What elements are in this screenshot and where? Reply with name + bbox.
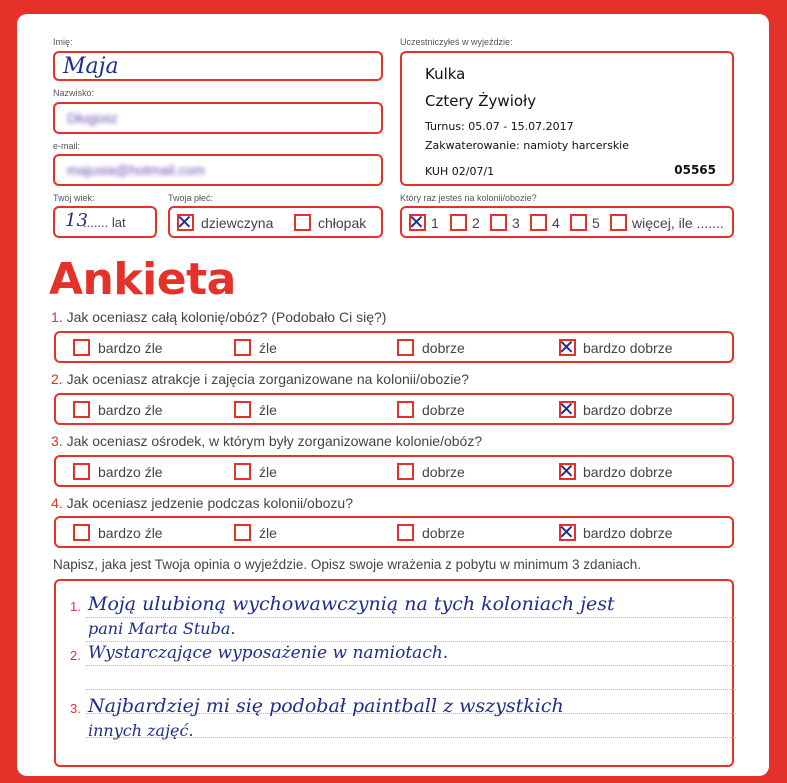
age-unit: ....... lat (83, 215, 126, 230)
opinion-line: Wystarczające wyposażenie w namiotach. (88, 643, 449, 663)
times-3-label: 3 (512, 215, 520, 231)
times-1-checkbox[interactable] (408, 210, 426, 234)
q2-option-very-bad[interactable] (73, 401, 90, 418)
option-label: bardzo dobrze (583, 464, 673, 480)
q3-option-good[interactable] (397, 463, 414, 480)
trip-number: 05565 (674, 163, 716, 177)
check-mark-icon: ✕ (176, 210, 193, 234)
times-5-checkbox[interactable] (570, 214, 587, 231)
housing-label: Zakwaterowanie: (425, 139, 520, 152)
times-1-label: 1 (431, 215, 439, 231)
q2-option-very-good[interactable] (558, 397, 576, 421)
q1-option-good[interactable] (397, 339, 414, 356)
q4-option-very-bad[interactable] (73, 524, 90, 541)
question-number: 2. (51, 371, 63, 387)
question-text: Jak oceniasz jedzenie podczas kolonii/obozu? (66, 495, 353, 511)
name-value: Maja (63, 54, 119, 79)
q3-option-very-bad[interactable] (73, 463, 90, 480)
trip-code: KUH 02/07/1 (425, 165, 495, 178)
answer-row-2 (54, 393, 734, 425)
question-3 (51, 433, 482, 449)
option-label: źle (259, 525, 277, 541)
trip-turnus (425, 120, 574, 133)
times-2-checkbox[interactable] (450, 214, 467, 231)
gender-boy-label: chłopak (318, 215, 367, 231)
check-mark-icon: ✕ (558, 397, 575, 421)
housing-value: namioty harcerskie (523, 139, 630, 152)
times-more-label: więcej, ile ....... (632, 215, 724, 231)
gender-boy-checkbox[interactable] (294, 214, 311, 231)
ruling-line (86, 665, 736, 666)
opinion-line: innych zajęć. (88, 721, 194, 740)
opinion-line: Moją ulubioną wychowawczynią na tych koloniach jest (88, 593, 615, 615)
option-label: dobrze (422, 402, 465, 418)
option-label: dobrze (422, 525, 465, 541)
gender-field (168, 206, 383, 238)
question-number: 1. (51, 309, 63, 325)
opinion-prompt: Napisz, jaka jest Twoja opinia o wyjeździe. Opisz swoje wrażenia z pobytu w minimum 3 zdaniach. (53, 557, 642, 572)
question-text: Jak oceniasz całą kolonię/obóz? (Podobało Ci się?) (66, 309, 387, 325)
option-label: źle (259, 464, 277, 480)
opinion-number: 2. (70, 648, 81, 663)
question-text: Jak oceniasz atrakcje i zajęcia zorganizowane na kolonii/obozie? (66, 371, 469, 387)
question-1 (51, 309, 386, 325)
question-4 (51, 495, 353, 511)
survey-title: Ankieta (49, 254, 236, 305)
turnus-label: Turnus: (425, 120, 465, 133)
check-mark-icon: ✕ (558, 459, 575, 483)
answer-row-4 (54, 516, 734, 548)
trip-name: Kulka (425, 65, 466, 83)
age-label: Twój wiek: (53, 193, 95, 203)
trip-program: Cztery Żywioły (425, 92, 537, 110)
opinion-number: 1. (70, 599, 81, 614)
trip-box (400, 51, 734, 186)
surname-field[interactable] (53, 102, 383, 134)
gender-girl-checkbox[interactable] (176, 210, 194, 234)
email-label: e-mail: (53, 141, 81, 151)
name-label: Imię: (53, 37, 73, 47)
option-label: bardzo dobrze (583, 525, 673, 541)
surname-value: Długosz (67, 110, 118, 126)
option-label: dobrze (422, 464, 465, 480)
q3-option-very-good[interactable] (558, 459, 576, 483)
option-label: źle (259, 402, 277, 418)
email-field[interactable] (53, 154, 383, 186)
question-number: 4. (51, 495, 63, 511)
q4-option-good[interactable] (397, 524, 414, 541)
option-label: bardzo źle (98, 464, 163, 480)
q1-option-bad[interactable] (234, 339, 251, 356)
q1-option-very-bad[interactable] (73, 339, 90, 356)
ruling-line (86, 617, 736, 618)
trip-label: Uczestniczyłeś w wyjeździe: (400, 37, 513, 47)
ruling-line (86, 641, 736, 642)
opinion-line: Najbardziej mi się podobał paintball z wszystkich (88, 695, 564, 717)
option-label: bardzo źle (98, 525, 163, 541)
opinion-line: pani Marta Stuba. (88, 619, 236, 638)
question-2 (51, 371, 469, 387)
name-field[interactable] (53, 51, 383, 81)
option-label: bardzo źle (98, 402, 163, 418)
turnus-value: 05.07 - 15.07.2017 (468, 120, 574, 133)
question-number: 3. (51, 433, 63, 449)
surname-label: Nazwisko: (53, 88, 95, 98)
option-label: dobrze (422, 340, 465, 356)
option-label: bardzo dobrze (583, 402, 673, 418)
check-mark-icon: ✕ (558, 335, 575, 359)
times-4-checkbox[interactable] (530, 214, 547, 231)
times-3-checkbox[interactable] (490, 214, 507, 231)
answer-row-3 (54, 455, 734, 487)
gender-label: Twoja płeć: (168, 193, 214, 203)
times-label: Który raz jesteś na kolonii/obozie? (400, 193, 537, 203)
times-more-checkbox[interactable] (610, 214, 627, 231)
times-5-label: 5 (592, 215, 600, 231)
gender-girl-label: dziewczyna (201, 215, 274, 231)
q4-option-bad[interactable] (234, 524, 251, 541)
times-2-label: 2 (472, 215, 480, 231)
question-text: Jak oceniasz ośrodek, w którym były zorganizowane kolonie/obóz? (66, 433, 483, 449)
q2-option-good[interactable] (397, 401, 414, 418)
option-label: źle (259, 340, 277, 356)
q1-option-very-good[interactable] (558, 335, 576, 359)
option-label: bardzo dobrze (583, 340, 673, 356)
trip-housing (425, 139, 629, 152)
q3-option-bad[interactable] (234, 463, 251, 480)
answer-row-1 (54, 331, 734, 363)
email-value: majusia@hotmail.com (67, 162, 205, 178)
times-field (400, 206, 734, 238)
survey-card (17, 14, 769, 776)
q2-option-bad[interactable] (234, 401, 251, 418)
age-field[interactable] (53, 206, 157, 238)
ruling-line (86, 689, 736, 690)
check-mark-icon: ✕ (408, 210, 425, 234)
check-mark-icon: ✕ (558, 520, 575, 544)
opinion-number: 3. (70, 701, 81, 716)
times-4-label: 4 (552, 215, 560, 231)
option-label: bardzo źle (98, 340, 163, 356)
opinion-box[interactable] (54, 579, 734, 767)
q4-option-very-good[interactable] (558, 520, 576, 544)
age-value: 13 (65, 210, 88, 231)
